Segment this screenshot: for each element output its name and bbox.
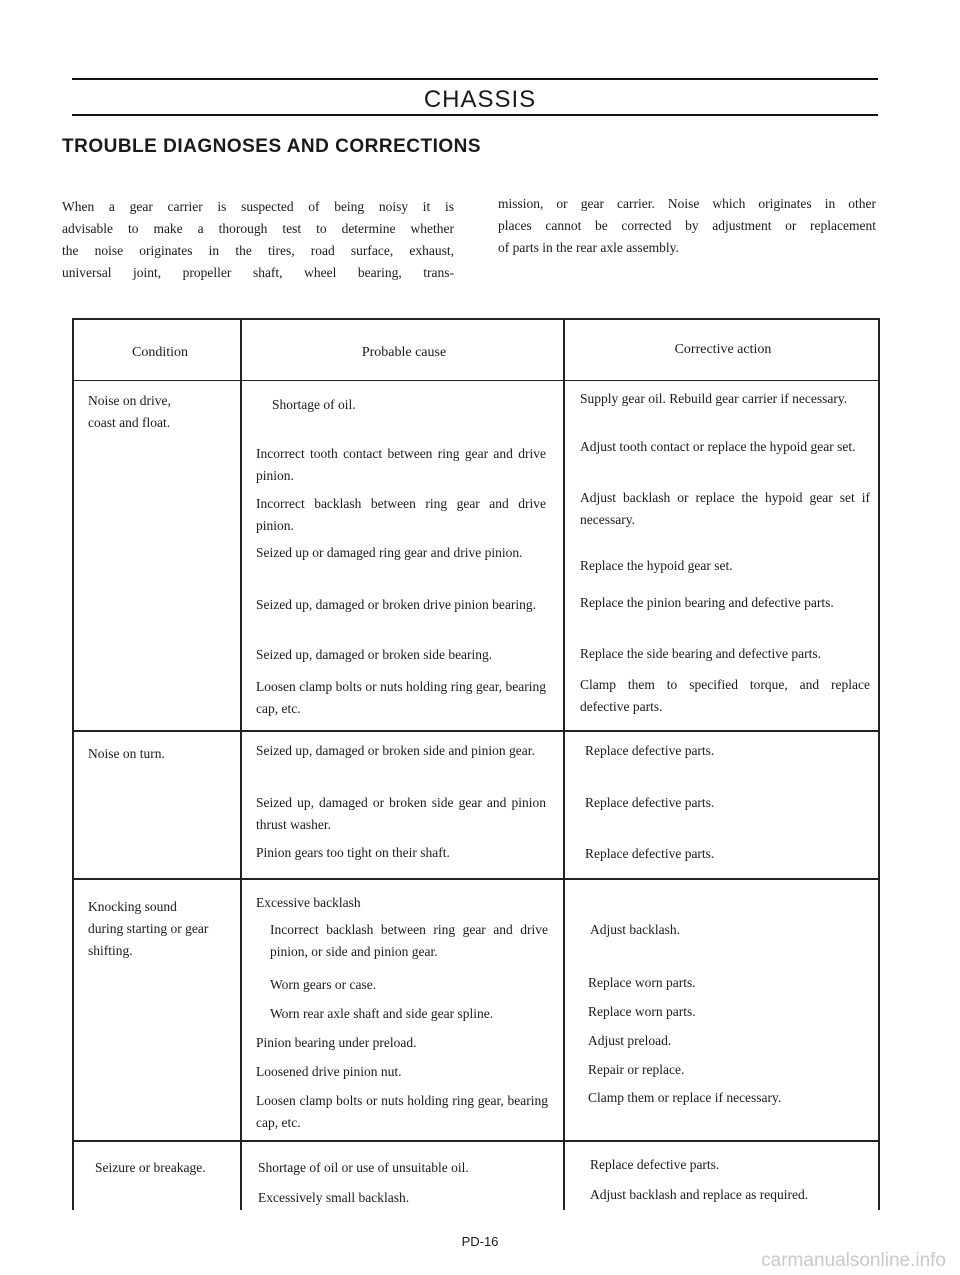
cause-cell: Seized up or damaged ring gear and drive pinion. bbox=[256, 545, 523, 560]
col-divider-condition bbox=[240, 318, 242, 1210]
condition-cell: Knocking sound during starting or gear shifting. bbox=[88, 899, 209, 958]
action-cell: Clamp them or replace if necessary. bbox=[588, 1090, 782, 1105]
cause-cell: Pinion gears too tight on their shaft. bbox=[256, 845, 450, 860]
intro-line: When a gear carrier is suspected of being noisy it is bbox=[62, 199, 454, 214]
cause-cell: Shortage of oil. bbox=[272, 397, 356, 412]
header-condition: Condition bbox=[131, 345, 188, 360]
action-cell: Adjust backlash and replace as required. bbox=[590, 1187, 809, 1202]
cause-cell: Worn gears or case. bbox=[270, 977, 377, 992]
action-cell: Supply gear oil. Rebuild gear carrier if necessary. bbox=[580, 391, 848, 406]
intro-line: universal joint, propeller shaft, wheel bearing, trans- bbox=[62, 265, 454, 280]
action-cell: Replace defective parts. bbox=[590, 1157, 720, 1172]
page-number: PD-16 bbox=[461, 1234, 499, 1249]
condition-cell: Seizure or breakage. bbox=[95, 1160, 206, 1175]
action-cell: Adjust preload. bbox=[588, 1033, 672, 1048]
intro-line: the noise originates in the tires, road surface, exhaust, bbox=[62, 243, 454, 258]
action-cell: Replace defective parts. bbox=[585, 743, 715, 758]
cause-cell: Seized up, damaged or broken side and pinion gear. bbox=[256, 743, 535, 758]
cause-cell: Incorrect backlash between ring gear and drive pinion, or side and pinion gear. bbox=[270, 922, 548, 959]
action-cell: Adjust backlash or replace the hypoid gear set if necessary. bbox=[580, 490, 870, 527]
section-title: TROUBLE DIAGNOSES AND CORRECTIONS bbox=[62, 136, 482, 157]
cause-cell: Seized up, damaged or broken side gear and pinion thrust washer. bbox=[256, 795, 546, 832]
cause-cell: Loosened drive pinion nut. bbox=[256, 1064, 402, 1079]
group-divider bbox=[72, 1140, 880, 1142]
intro-line: of parts in the rear axle assembly. bbox=[498, 240, 679, 255]
action-cell: Replace worn parts. bbox=[588, 1004, 696, 1019]
watermark: carmanualsonline.info bbox=[761, 1250, 946, 1271]
condition-cell: Noise on drive, coast and float. bbox=[88, 393, 171, 430]
action-cell: Replace the side bearing and defective parts. bbox=[580, 646, 822, 661]
cause-cell: Incorrect backlash between ring gear and drive pinion. bbox=[256, 496, 546, 533]
cause-cell: Worn rear axle shaft and side gear spline. bbox=[270, 1006, 494, 1021]
col-divider-left-edge bbox=[72, 318, 74, 1210]
cause-cell: Excessive backlash bbox=[256, 895, 361, 910]
action-cell: Replace defective parts. bbox=[585, 795, 715, 810]
table-header-divider bbox=[72, 380, 880, 381]
cause-cell: Seized up, damaged or broken side bearing. bbox=[256, 647, 493, 662]
intro-line: mission, or gear carrier. Noise which originates in other bbox=[498, 196, 876, 211]
action-cell: Replace the hypoid gear set. bbox=[580, 558, 733, 573]
intro-line: advisable to make a thorough test to determine whether bbox=[62, 221, 454, 236]
condition-cell: Noise on turn. bbox=[88, 746, 165, 761]
action-cell: Replace the pinion bearing and defective parts. bbox=[580, 595, 834, 610]
cause-cell: Incorrect tooth contact between ring gear and drive pinion. bbox=[256, 446, 546, 483]
header-rule-top bbox=[72, 78, 878, 80]
group-divider bbox=[72, 878, 880, 880]
col-divider-right-edge bbox=[878, 318, 880, 1210]
col-divider-cause bbox=[563, 318, 565, 1210]
cause-cell: Excessively small backlash. bbox=[258, 1190, 410, 1205]
table-top-border bbox=[72, 318, 880, 320]
cause-cell: Pinion bearing under preload. bbox=[256, 1035, 417, 1050]
intro-right-column bbox=[498, 193, 876, 259]
action-cell: Repair or replace. bbox=[588, 1062, 685, 1077]
cause-cell: Seized up, damaged or broken drive pinion bearing. bbox=[256, 597, 537, 612]
action-cell: Adjust tooth contact or replace the hypoid gear set. bbox=[580, 439, 856, 454]
action-cell: Replace worn parts. bbox=[588, 975, 696, 990]
action-cell: Replace defective parts. bbox=[585, 846, 715, 861]
intro-line: places cannot be corrected by adjustment or replacement bbox=[498, 218, 876, 233]
chapter-title: CHASSIS bbox=[423, 86, 537, 113]
header-rule-bottom bbox=[72, 114, 878, 116]
cause-cell: Shortage of oil or use of unsuitable oil. bbox=[258, 1160, 469, 1175]
action-cell: Clamp them to specified torque, and replace defective parts. bbox=[580, 677, 870, 714]
intro-left-column bbox=[62, 196, 454, 284]
action-cell: Adjust backlash. bbox=[590, 922, 680, 937]
group-divider bbox=[72, 730, 880, 732]
cause-cell: Loosen clamp bolts or nuts holding ring gear, bearing cap, etc. bbox=[256, 679, 546, 716]
header-probable-cause: Probable cause bbox=[361, 345, 447, 360]
cause-cell: Loosen clamp bolts or nuts holding ring gear, bearing cap, etc. bbox=[256, 1093, 548, 1130]
header-corrective-action: Corrective action bbox=[674, 342, 772, 357]
